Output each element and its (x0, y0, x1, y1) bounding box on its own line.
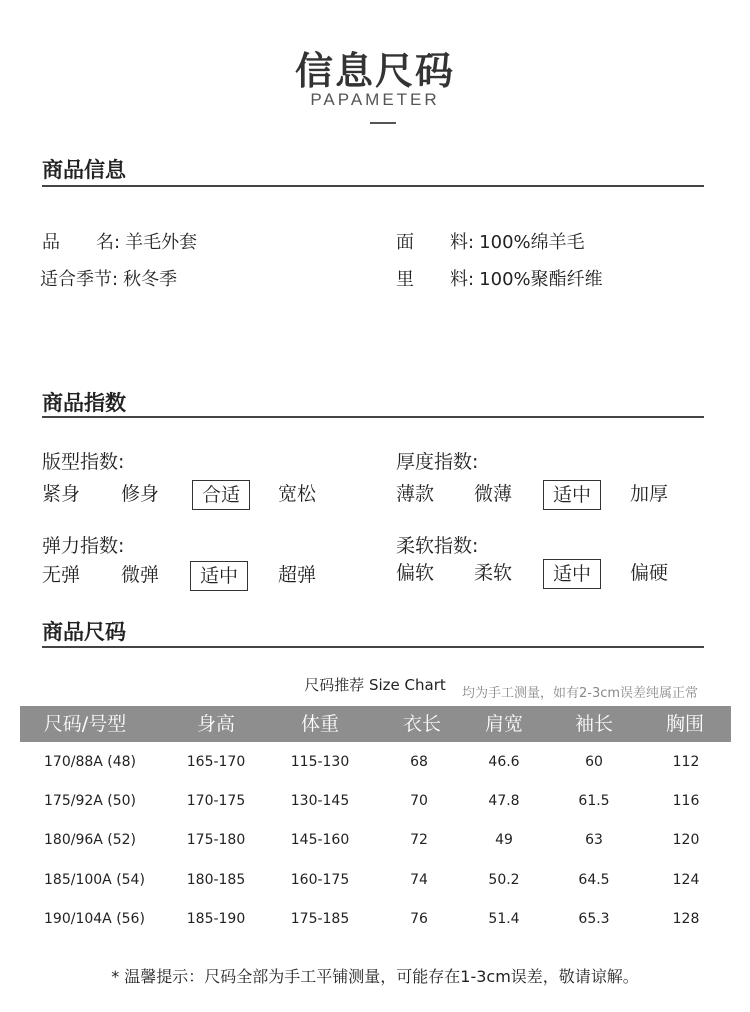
index-option: 微薄 (474, 483, 513, 505)
table-cell: 64.5 (578, 872, 610, 888)
info-row-name (42, 228, 197, 254)
table-cell: 72 (410, 832, 428, 848)
table-cell: 49 (495, 832, 513, 848)
index-title-softness: 柔软指数: (396, 535, 479, 557)
table-cell: 74 (410, 872, 428, 888)
table-row (0, 909, 750, 929)
table-cell: 170-175 (186, 793, 246, 809)
table-cell: 51.4 (488, 911, 520, 927)
info-label: 适合季节: (40, 269, 119, 290)
info-row-lining (396, 265, 603, 291)
table-cell: 185-190 (186, 911, 246, 927)
table-row (0, 830, 750, 850)
table-cell: 68 (410, 754, 428, 770)
table-cell: 46.6 (488, 754, 520, 770)
info-value: 羊毛外套 (125, 232, 198, 253)
table-cell: 160-175 (290, 872, 350, 888)
table-cell: 60 (585, 754, 603, 770)
info-label: 里 料: (396, 269, 475, 290)
column-header: 体重 (300, 713, 339, 735)
footer-tip: * 温馨提示：尺码全部为手工平铺测量，可能存在1-3cm误差，敬请谅解。 (111, 967, 639, 986)
table-cell: 180-185 (186, 872, 246, 888)
table-cell: 180/96A (52) (44, 832, 137, 848)
table-cell: 124 (672, 872, 700, 888)
table-cell: 115-130 (290, 754, 350, 770)
index-option-selected: 适中 (543, 559, 601, 589)
table-cell: 175/92A (50) (44, 793, 137, 809)
index-option-selected: 适中 (543, 480, 601, 510)
section-heading-product-info: 商品信息 (42, 158, 126, 182)
index-option-selected: 适中 (190, 561, 248, 591)
table-cell: 120 (672, 832, 700, 848)
table-cell: 61.5 (578, 793, 610, 809)
section-divider-product-index (42, 416, 704, 418)
title-divider (370, 122, 396, 124)
page-subtitle: PAPAMETER (310, 90, 440, 109)
column-header: 袖长 (574, 713, 613, 735)
table-cell: 130-145 (290, 793, 350, 809)
table-cell: 70 (410, 793, 428, 809)
table-cell: 175-180 (186, 832, 246, 848)
info-label: 面 料: (396, 232, 475, 253)
table-cell: 190/104A (56) (44, 911, 145, 927)
table-cell: 175-185 (290, 911, 350, 927)
index-title-elasticity: 弹力指数: (42, 535, 125, 557)
index-option: 偏硬 (630, 562, 669, 584)
table-cell: 50.2 (488, 872, 520, 888)
table-cell: 128 (672, 911, 700, 927)
size-chart-caption: 尺码推荐 Size Chart (304, 676, 446, 694)
section-heading-product-index: 商品指数 (42, 391, 126, 415)
column-header: 胸围 (665, 713, 704, 735)
column-header: 尺码/号型 (43, 713, 127, 735)
info-row-season (40, 265, 177, 291)
table-row (0, 791, 750, 811)
table-cell: 170/88A (48) (44, 754, 137, 770)
table-cell: 145-160 (290, 832, 350, 848)
table-row (0, 870, 750, 890)
table-cell: 76 (410, 911, 428, 927)
section-heading-size-chart: 商品尺码 (42, 620, 126, 644)
index-option: 偏软 (396, 562, 435, 584)
index-option: 修身 (121, 483, 160, 505)
size-table-header (20, 706, 731, 742)
index-title-fit: 版型指数: (42, 451, 125, 473)
table-cell: 165-170 (186, 754, 246, 770)
index-option: 加厚 (630, 483, 669, 505)
column-header: 身高 (196, 713, 235, 735)
column-header: 衣长 (402, 713, 441, 735)
index-option: 紧身 (42, 483, 81, 505)
info-row-fabric (396, 228, 585, 254)
index-option: 宽松 (278, 483, 317, 505)
section-divider-size-chart (42, 646, 704, 648)
page-title: 信息尺码 (294, 49, 455, 93)
table-cell: 185/100A (54) (44, 872, 145, 888)
index-option-selected: 合适 (192, 480, 250, 510)
table-row (0, 752, 750, 772)
table-cell: 116 (672, 793, 700, 809)
info-value: 100%聚酯纤维 (479, 269, 603, 290)
section-divider-product-info (42, 185, 704, 187)
index-option: 微弹 (121, 564, 160, 586)
index-option: 柔软 (474, 562, 513, 584)
table-cell: 47.8 (488, 793, 520, 809)
index-title-thickness: 厚度指数: (396, 451, 479, 473)
table-cell: 63 (585, 832, 603, 848)
index-option: 超弹 (278, 564, 317, 586)
index-option: 薄款 (396, 483, 435, 505)
index-option: 无弹 (42, 564, 81, 586)
column-header: 肩宽 (484, 713, 523, 735)
size-chart-note: 均为手工测量，如有2-3cm误差纯属正常 (462, 686, 699, 701)
table-cell: 65.3 (578, 911, 610, 927)
table-cell: 112 (672, 754, 700, 770)
info-value: 100%绵羊毛 (479, 232, 585, 253)
info-value: 秋冬季 (123, 269, 178, 290)
info-label: 品 名: (42, 232, 121, 253)
